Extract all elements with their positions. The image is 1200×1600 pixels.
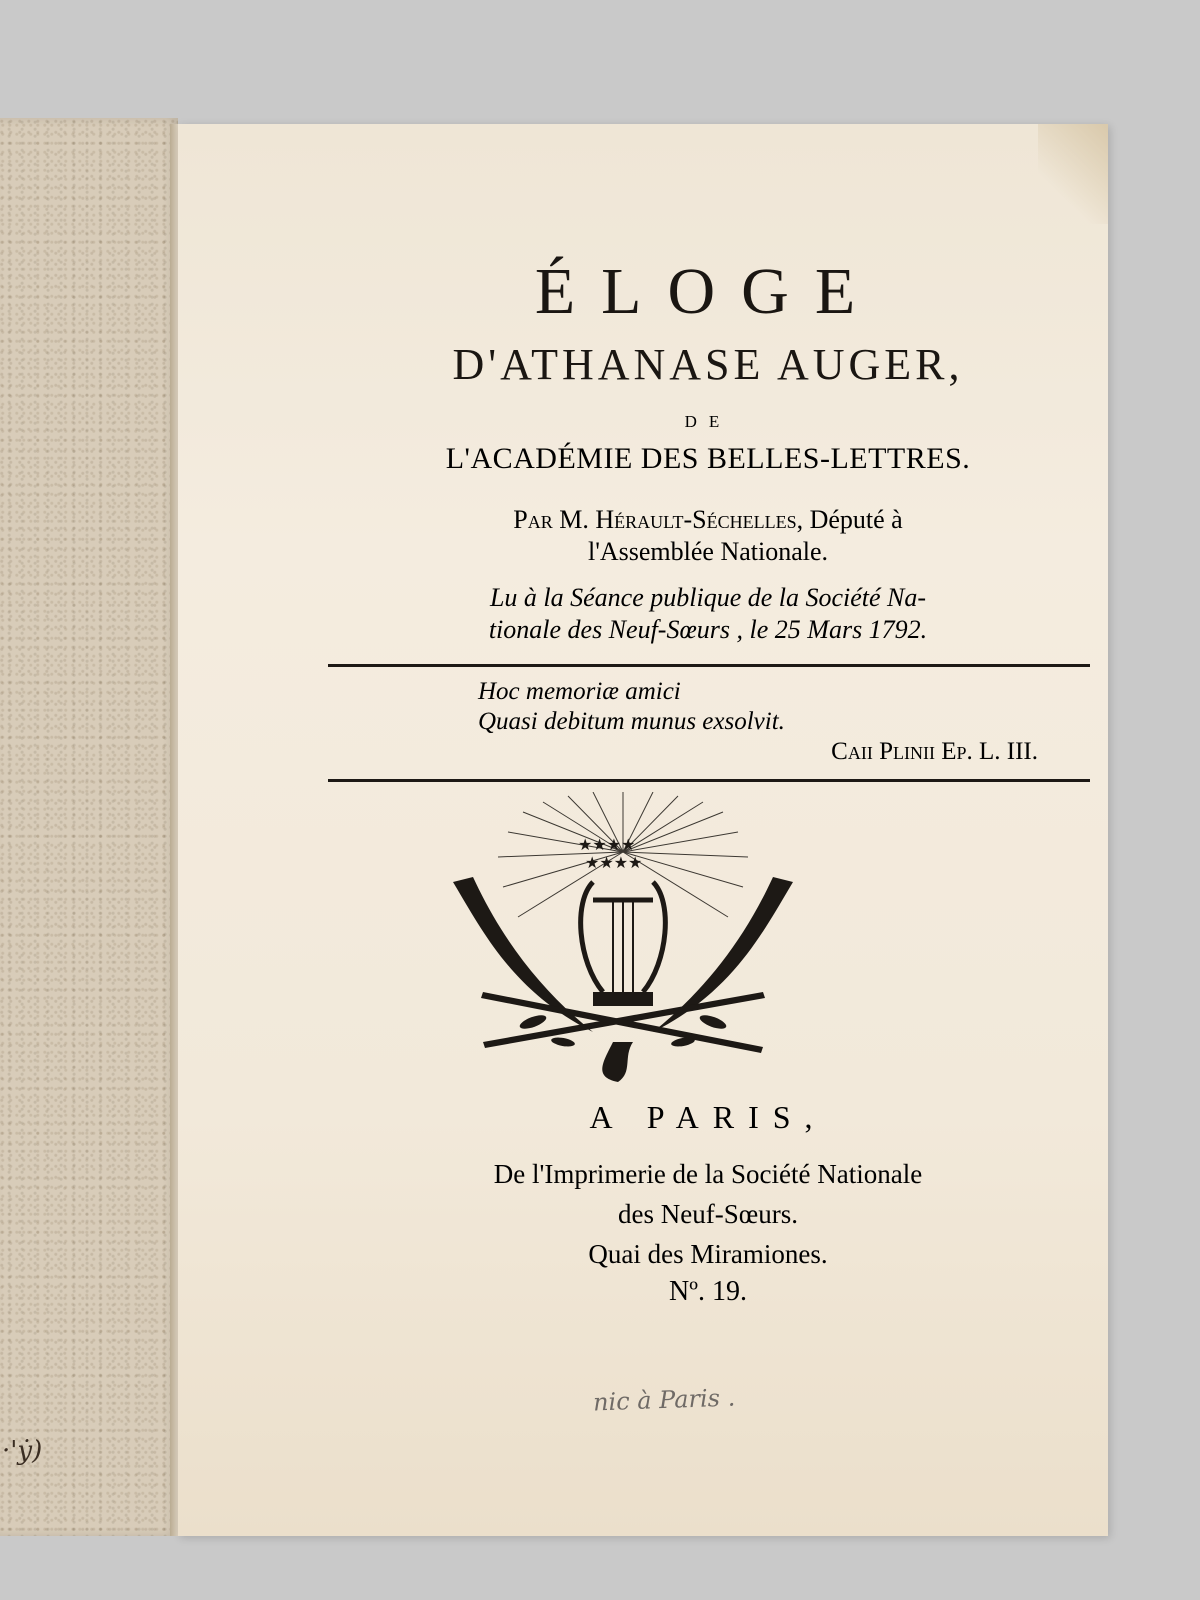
imprint-line3: Quai des Miramiones. (588, 1239, 828, 1269)
issue-number: Nº. 19. (669, 1276, 747, 1307)
cover-ink-mark: ·'ẏ) (2, 1436, 43, 1466)
connector-word: DE (684, 412, 732, 431)
title-page (178, 124, 1108, 1536)
author-role: , Député à (796, 505, 903, 534)
imprint-city: A PARIS, (589, 1099, 827, 1135)
epigraph-line1: Hoc memoriæ amici (478, 678, 681, 705)
subject-name: D'ATHANASE AUGER, (452, 340, 964, 389)
academy-name: L'ACADÉMIE DES BELLES-LETTRES. (445, 442, 971, 475)
divider-top (328, 664, 1090, 667)
reading-note-line2: tionale des Neuf-Sœurs , le 25 Mars 1792. (488, 615, 928, 644)
lyre-with-stars-and-palms-icon (443, 792, 803, 1092)
handwritten-note: nic à Paris . (592, 1383, 736, 1417)
epigraph-line2: Quasi debitum munus exsolvit. (478, 708, 785, 735)
svg-text:★★★★: ★★★★ (585, 853, 643, 872)
paper-cover (0, 118, 178, 1536)
author-prefix: Par M. (513, 505, 589, 534)
author-name: Hérault-Séchelles (595, 505, 797, 534)
author-role-line2: l'Assemblée Nationale. (587, 537, 829, 566)
imprint-block (318, 1154, 1098, 1274)
author-block (328, 504, 1088, 568)
epigraph (478, 677, 1038, 767)
imprint-line1: De l'Imprimerie de la Société Nationale (493, 1159, 923, 1189)
reading-note-line1: Lu à la Séance publique de la Société Na- (489, 583, 927, 612)
imprint-line2: des Neuf-Sœurs. (618, 1199, 798, 1229)
svg-text:★★★★: ★★★★ (578, 835, 636, 854)
divider-bottom (328, 779, 1090, 782)
page-title: ÉLOGE (534, 255, 882, 328)
epigraph-source: Caii Plinii Ep. L. III. (831, 738, 1038, 765)
reading-note (318, 582, 1098, 646)
